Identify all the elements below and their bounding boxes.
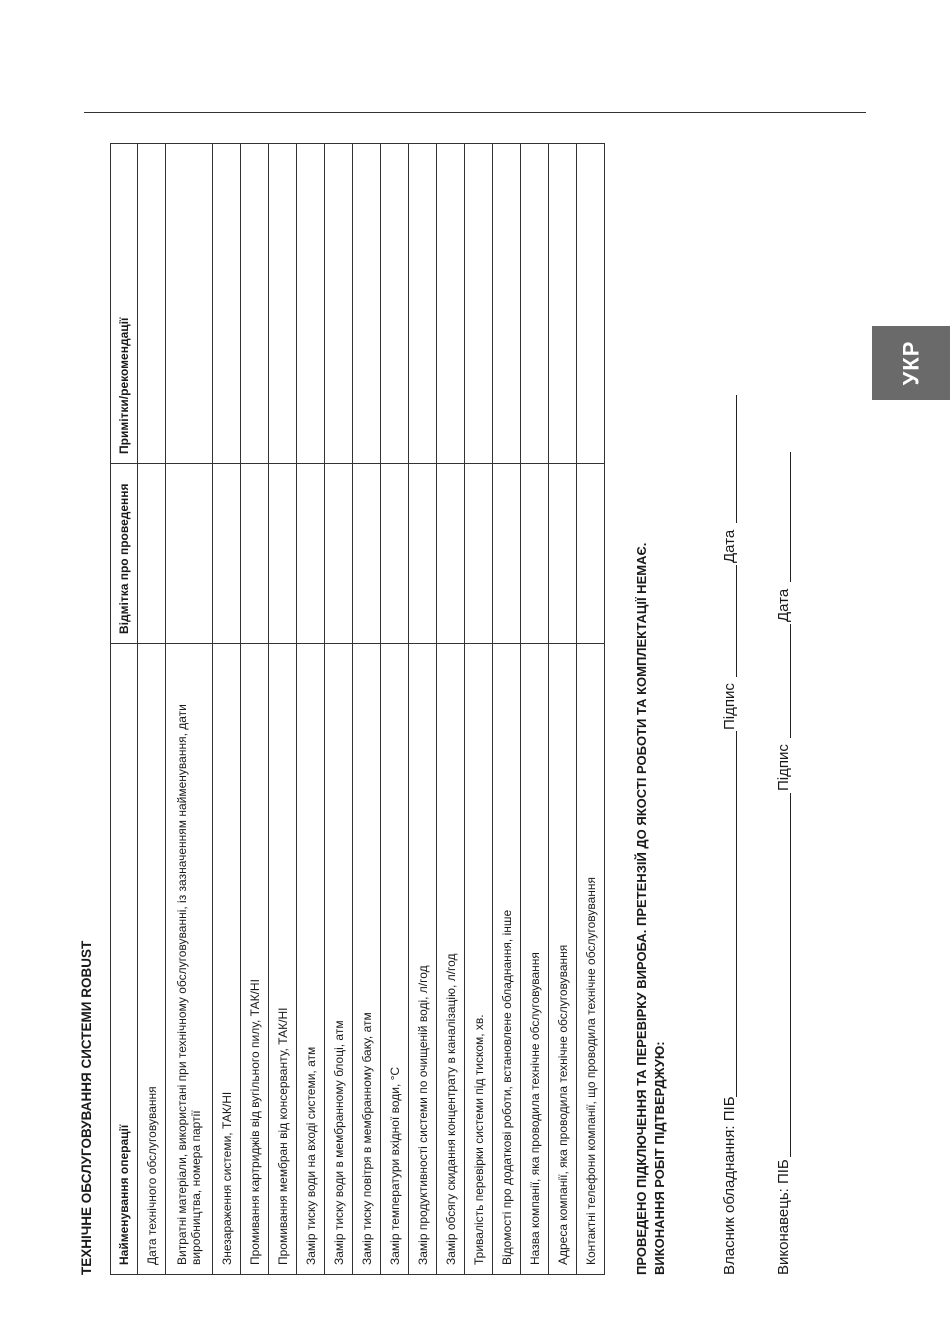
table-header-row [111, 144, 138, 1275]
owner-signature-field[interactable] [736, 565, 737, 677]
operation-cell: Промивання мембран від консерванту, ТАК/НІ [269, 644, 297, 1275]
table-row [353, 144, 381, 1275]
notes-cell[interactable] [138, 144, 166, 464]
operation-cell: Дата технічного обслуговування [138, 644, 166, 1275]
header-mark: Відмітка про проведення [111, 464, 138, 644]
maintenance-table [110, 143, 605, 1275]
operation-cell: Замір тиску повітря в мембранному баку, атм [353, 644, 381, 1275]
notes-cell[interactable] [549, 144, 577, 464]
mark-cell[interactable] [521, 464, 549, 644]
notes-cell[interactable] [465, 144, 493, 464]
mark-cell[interactable] [166, 464, 213, 644]
executor-name-label: Виконавець: ПІБ [775, 1159, 792, 1275]
mark-cell[interactable] [138, 464, 166, 644]
mark-cell[interactable] [437, 464, 465, 644]
table-row [549, 144, 577, 1275]
mark-cell[interactable] [549, 464, 577, 644]
operation-cell: Замір продуктивності системи по очищеній воді, л/год [409, 644, 437, 1275]
mark-cell[interactable] [241, 464, 269, 644]
notes-cell[interactable] [213, 144, 241, 464]
operation-cell: Замір тиску води на вході системи, атм [297, 644, 325, 1275]
mark-cell[interactable] [577, 464, 605, 644]
mark-cell[interactable] [381, 464, 409, 644]
notes-cell[interactable] [166, 144, 213, 464]
operation-cell: Назва компанії, яка проводила технічне обслуговування [521, 644, 549, 1275]
confirmation-notice [633, 144, 669, 1275]
mark-cell[interactable] [465, 464, 493, 644]
operation-cell: Замір температури вхідної води, °С [381, 644, 409, 1275]
owner-date-label: Дата [721, 529, 738, 563]
notes-cell[interactable] [577, 144, 605, 464]
document-title: ТЕХНІЧНЕ ОБСЛУГОВУВАННЯ СИСТЕМИ ROBUST [79, 940, 94, 1275]
notes-cell[interactable] [437, 144, 465, 464]
table-row [437, 144, 465, 1275]
table-row [138, 144, 166, 1275]
operation-cell: Тривалість перевірки системи під тиском, хв. [465, 644, 493, 1275]
executor-date-field[interactable] [790, 452, 791, 582]
table-row [493, 144, 521, 1275]
notes-cell[interactable] [269, 144, 297, 464]
executor-name-field[interactable] [790, 793, 791, 1157]
executor-date-label: Дата [775, 588, 792, 622]
table-row [297, 144, 325, 1275]
table-row [409, 144, 437, 1275]
operation-cell: Витратні матеріали, використані при технічному обслуговуванні, із зазначенням найменування, дати виробництва, номера партії [166, 644, 213, 1275]
notes-cell[interactable] [297, 144, 325, 464]
operation-cell: Знезараження системи, ТАК/НІ [213, 644, 241, 1275]
table-row [213, 144, 241, 1275]
notes-cell[interactable] [521, 144, 549, 464]
mark-cell[interactable] [353, 464, 381, 644]
notes-cell[interactable] [381, 144, 409, 464]
mark-cell[interactable] [213, 464, 241, 644]
notice-line-2: ВИКОНАННЯ РОБІТ ПІДТВЕРДЖУЮ: [652, 1041, 667, 1275]
table-row [381, 144, 409, 1275]
owner-date-field[interactable] [736, 395, 737, 523]
owner-signature-label: Підпис [721, 683, 738, 730]
owner-name-label: Власник обладнання: ПІБ [721, 1096, 738, 1275]
table-row [465, 144, 493, 1275]
notes-cell[interactable] [325, 144, 353, 464]
owner-name-field[interactable] [736, 731, 737, 1097]
operation-cell: Замір обсягу скидання концентрату в каналізацію, л/год [437, 644, 465, 1275]
header-operation: Найменування операції [111, 644, 138, 1275]
notes-cell[interactable] [353, 144, 381, 464]
mark-cell[interactable] [493, 464, 521, 644]
table-row [241, 144, 269, 1275]
table-row [269, 144, 297, 1275]
language-tab [872, 326, 950, 400]
notes-cell[interactable] [409, 144, 437, 464]
operation-cell: Промивання картриджів від вугільного пилу, ТАК/НІ [241, 644, 269, 1275]
operation-cell: Відомості про додаткові роботи, встановлене обладнання, інше [493, 644, 521, 1275]
language-tab-label: УКР [897, 340, 923, 386]
table-row [325, 144, 353, 1275]
mark-cell[interactable] [409, 464, 437, 644]
operation-cell: Контактні телефони компанії, що проводила технічне обслуговування [577, 644, 605, 1275]
executor-signature-field[interactable] [790, 624, 791, 738]
notice-line-1: ПРОВЕДЕНО ПІДКЛЮЧЕННЯ ТА ПЕРЕВІРКУ ВИРОБА. ПРЕТЕНЗІЙ ДО ЯКОСТІ РОБОТИ ТА КОМПЛЕКТАЦІЇ НЕМАЄ. [634, 542, 649, 1275]
rotated-form [78, 65, 868, 1275]
notes-cell[interactable] [241, 144, 269, 464]
executor-signature-label: Підпис [775, 744, 792, 791]
mark-cell[interactable] [297, 464, 325, 644]
operation-cell: Замір тиску води в мембранному блоці, атм [325, 644, 353, 1275]
table-row [521, 144, 549, 1275]
notes-cell[interactable] [493, 144, 521, 464]
table-row [166, 144, 213, 1275]
header-notes: Примітки/рекомендації [111, 144, 138, 464]
table-row [577, 144, 605, 1275]
mark-cell[interactable] [269, 464, 297, 644]
mark-cell[interactable] [325, 464, 353, 644]
operation-cell: Адреса компанії, яка проводила технічне обслуговування [549, 644, 577, 1275]
